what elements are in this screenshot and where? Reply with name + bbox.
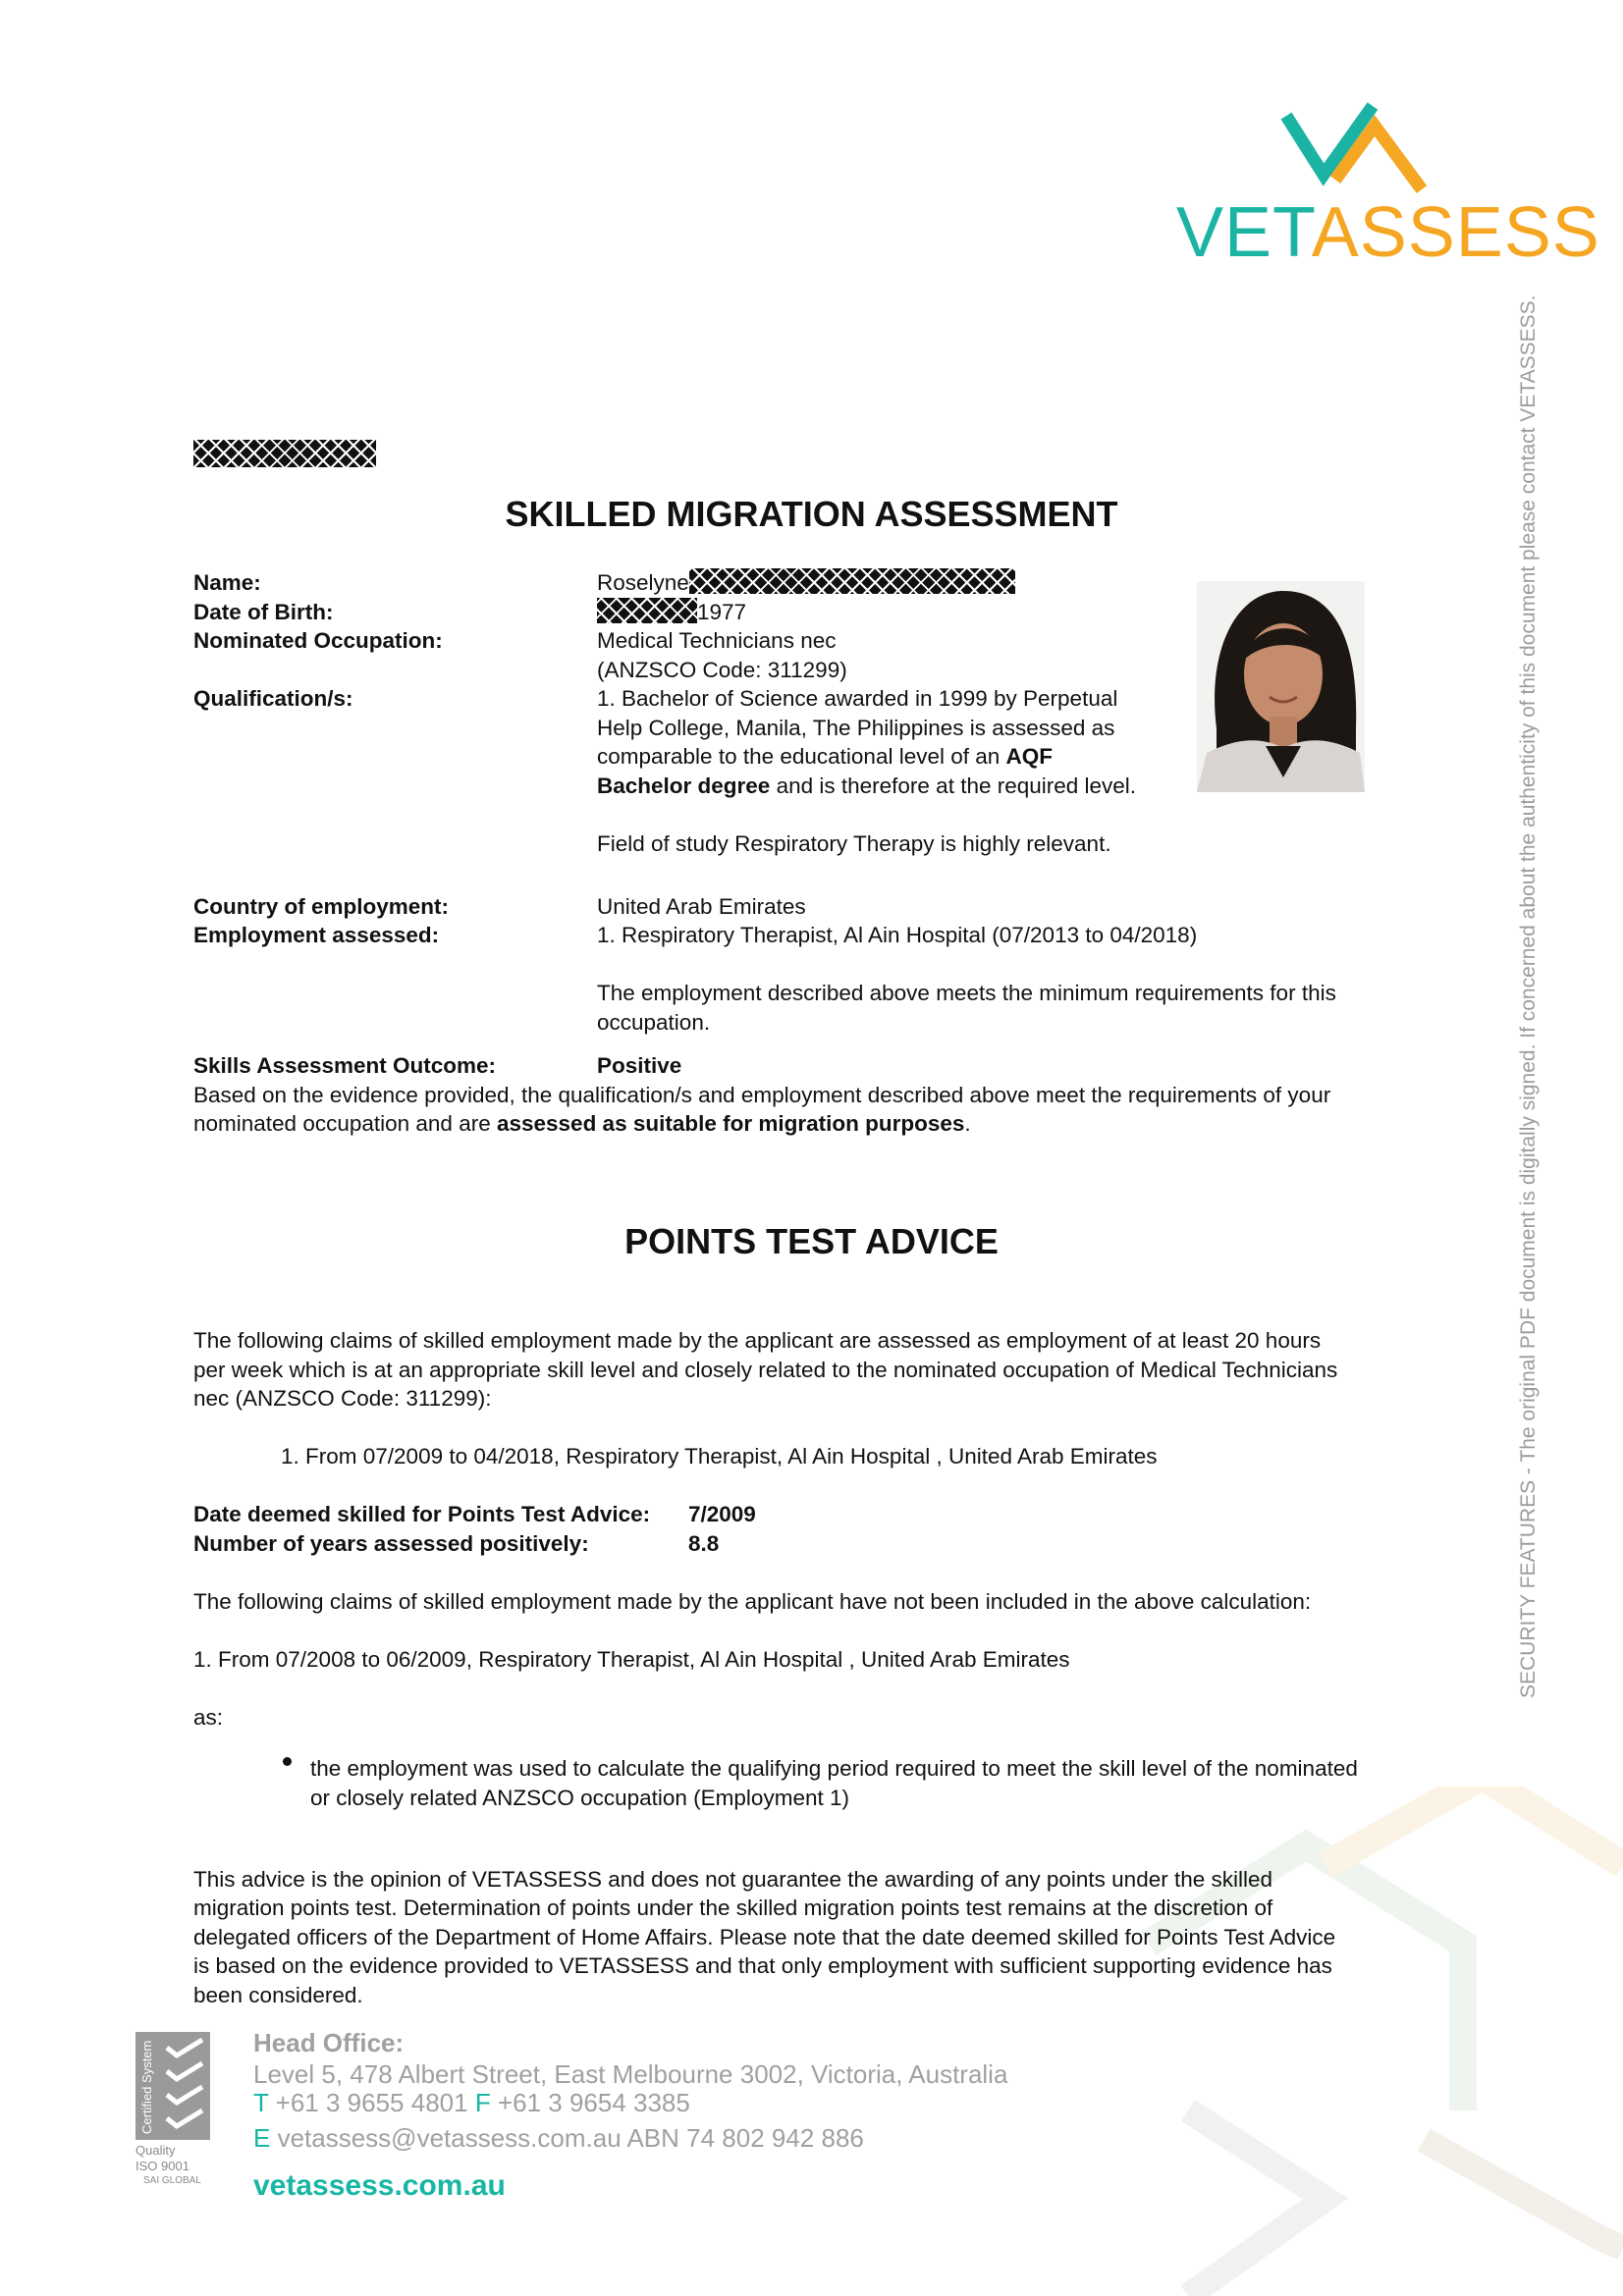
head-office-address: Level 5, 478 Albert Street, East Melbourne 3002, Victoria, Australia: [253, 2059, 1008, 2089]
outcome-label: Skills Assessment Outcome:: [193, 1053, 497, 1078]
applicant-photo: [1197, 581, 1365, 792]
employment-note-1: The employment described above meets the minimum requirements for this: [597, 981, 1336, 1005]
page-title: SKILLED MIGRATION ASSESSMENT: [505, 494, 1118, 534]
disclaimer-line-1: This advice is the opinion of VETASSESS and does not guarantee the awarding of any points under the skilled: [193, 1867, 1273, 1892]
badge-vertical-text: Certified System: [139, 2040, 154, 2134]
years-assessed-value: 8.8: [688, 1531, 720, 1556]
employment-note-2: occupation.: [597, 1010, 711, 1035]
logo-vet: VET: [1176, 193, 1312, 272]
date-deemed-label: Date deemed skilled for Points Test Advice:: [193, 1502, 651, 1526]
qualification-line-2: Help College, Manila, The Philippines is assessed as: [597, 716, 1115, 740]
country-value: United Arab Emirates: [597, 894, 806, 919]
security-features-text: SECURITY FEATURES - The original PDF document is digitally signed. If concerned about the authenticity of this document please contact VETASSESS.: [1517, 294, 1540, 1698]
years-assessed-label: Number of years assessed positively:: [193, 1531, 589, 1556]
date-deemed-value: 7/2009: [688, 1502, 756, 1526]
disclaimer-line-2: migration points test. Determination of points under the skilled migration points test remains at the discretion of: [193, 1896, 1273, 1920]
badge-iso: ISO 9001: [135, 2159, 189, 2173]
name-first: Roselyne: [597, 570, 689, 595]
email-address[interactable]: vetassess@vetassess.com.au: [277, 2123, 622, 2153]
points-intro-1: The following claims of skilled employment made by the applicant are assessed as employment of at least 20 hours: [193, 1328, 1322, 1353]
outcome-text-end: .: [964, 1111, 971, 1136]
dob-year: 1977: [697, 600, 747, 624]
dob-label: Date of Birth:: [193, 600, 334, 624]
bullet-text-2: or closely related ANZSCO occupation (Employment 1): [310, 1786, 849, 1810]
anzsco-code: (ANZSCO Code: 311299): [597, 658, 847, 682]
disclaimer-line-5: been considered.: [193, 1983, 363, 2007]
head-office-label: Head Office:: [253, 2028, 405, 2057]
points-intro-3: nec (ANZSCO Code: 311299):: [193, 1386, 492, 1411]
redacted-reference: [193, 440, 376, 467]
qualification-line-1: 1. Bachelor of Science awarded in 1999 by Perpetual: [597, 686, 1118, 711]
excluded-item-1: 1. From 07/2008 to 06/2009, Respiratory Therapist, Al Ain Hospital , United Arab Emirates: [193, 1647, 1070, 1672]
bachelor-degree-text: Bachelor degree: [597, 774, 771, 798]
outcome-text-start: nominated occupation and are: [193, 1111, 497, 1136]
qualification-line-4: [597, 772, 1136, 801]
claim-item-1: 1. From 07/2009 to 04/2018, Respiratory Therapist, Al Ain Hospital , United Arab Emirates: [281, 1444, 1158, 1468]
fax-number: +61 3 9654 3385: [497, 2088, 690, 2117]
redacted-dob: [597, 598, 697, 623]
bullet-text-1: the employment was used to calculate the qualifying period required to meet the skill level of the nominated: [310, 1756, 1358, 1781]
outcome-value: Positive: [597, 1053, 682, 1078]
qualifications-label: Qualification/s:: [193, 686, 353, 711]
email-line: [253, 2123, 864, 2154]
excluded-intro: The following claims of skilled employment made by the applicant have not been included in the above calculation:: [193, 1589, 1312, 1614]
logo-assess: ASSESS: [1311, 193, 1600, 272]
checkmark-icon: [163, 2038, 208, 2136]
qualification-text: comparable to the educational level of an: [597, 744, 1006, 769]
bullet-icon: [283, 1757, 292, 1766]
points-test-heading: POINTS TEST ADVICE: [624, 1221, 999, 1261]
name-value: [597, 568, 1015, 598]
phone-label: T: [253, 2088, 269, 2117]
disclaimer-line-3: delegated officers of the Department of Home Affairs. Please note that the date deemed skilled for Points Test Advice: [193, 1925, 1336, 1949]
fax-label: F: [474, 2088, 491, 2117]
disclaimer-line-4: is based on the evidence provided to VETASSESS and that only employment with sufficient supporting evidence has: [193, 1953, 1332, 1978]
certification-badge: [135, 2032, 214, 2194]
aqf-text: AQF: [1005, 744, 1054, 769]
watermark-graphic: [1129, 1787, 1623, 2296]
redacted-surname: [689, 568, 1015, 594]
badge-quality: Quality: [135, 2143, 176, 2158]
country-label: Country of employment:: [193, 894, 450, 919]
badge-sai: SAI GLOBAL: [143, 2175, 201, 2186]
as-label: as:: [193, 1705, 224, 1730]
employment-value: 1. Respiratory Therapist, Al Ain Hospital (07/2013 to 04/2018): [597, 923, 1198, 947]
email-label: E: [253, 2123, 271, 2153]
outcome-text-2: [193, 1109, 971, 1139]
employment-label: Employment assessed:: [193, 923, 440, 947]
vetassess-logo-text: [1176, 192, 1600, 273]
outcome-text-1: Based on the evidence provided, the qualification/s and employment described above meet the requirements of your: [193, 1083, 1331, 1107]
abn: ABN 74 802 942 886: [626, 2123, 864, 2153]
name-label: Name:: [193, 570, 261, 595]
occupation-label: Nominated Occupation:: [193, 628, 443, 653]
phone-line: [253, 2088, 690, 2118]
website-link[interactable]: vetassess.com.au: [253, 2169, 506, 2202]
dob-value: [597, 598, 746, 627]
points-intro-2: per week which is at an appropriate skill level and closely related to the nominated occupation of Medical Technicians: [193, 1358, 1338, 1382]
vetassess-logo-mark: [1276, 96, 1434, 199]
outcome-text-bold: assessed as suitable for migration purposes: [496, 1111, 965, 1136]
qualification-text-end: and is therefore at the required level.: [770, 774, 1137, 798]
occupation-value: Medical Technicians nec: [597, 628, 837, 653]
phone-number: +61 3 9655 4801: [275, 2088, 468, 2117]
qualification-line-3: [597, 742, 1053, 772]
field-of-study: Field of study Respiratory Therapy is highly relevant.: [597, 831, 1111, 856]
